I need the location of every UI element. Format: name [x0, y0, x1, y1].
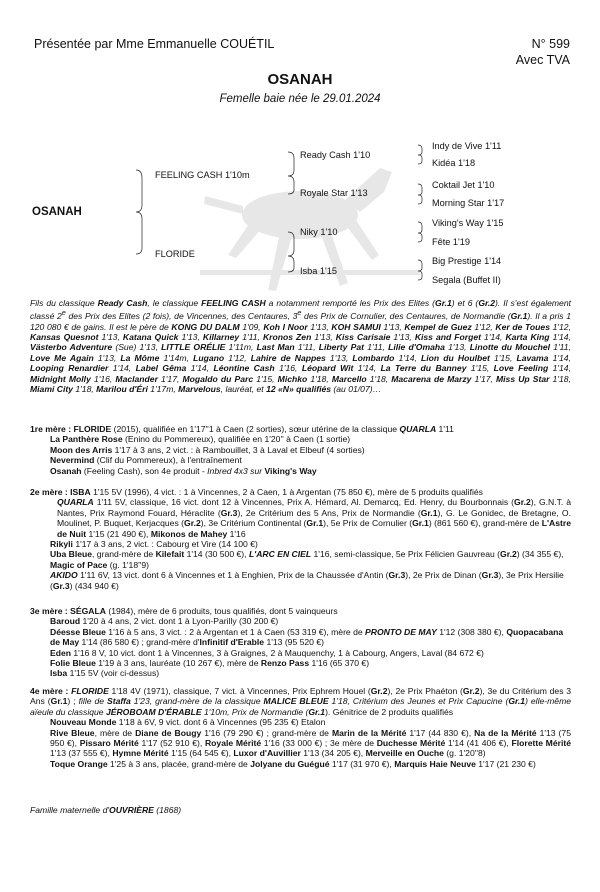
maternal-family: Famille maternelle d'OUVRIÈRE (1868) — [30, 805, 182, 815]
horse-description: Femelle baie née le 29.01.2024 — [219, 93, 381, 105]
pedigree-ddd: Segala (Buffet II) — [432, 275, 501, 285]
vat-label: Avec TVA — [515, 53, 570, 67]
sire-description: Fils du classique Ready Cash, le classique FEELING CASH a notamment remporté les Prix des Elites (Gr.1) et 6 (Gr.2). Il s'est également classé 2e des Prix des Elites (2 fois), de Vincennes, des Centaures, 3e des Prix de Cornulier, des Centaures, de Normandie (Gr.1). Il a pris 1 120 080 € de gains. Il est le père de KONG DU DALM 1'09, Koh I Noor 1'13, KOH SAMUI 1'13, Kempel de Guez 1'12, Ker de Toues 1'12, Kansas Quesnot 1'13, Katana Quick 1'13, Killarney 1'11, Kronos Zen 1'13, Kiss Carisaie 1'13, Kiss and Forget 1'14, Karta King 1'14, Västerbo Adventure (Sue) 1'13, LITTLE ORÉLIE 1'11m, Last Man 1'11, Liberty Pat 1'11, Lilie d'Omaha 1'13, Linotte du Mouchel 1'11, Love Me Again 1'13, La Môme 1'14m, Lugano 1'12, Lahire de Nappes 1'13, Lombardo 1'14, Lion du Houlbet 1'15, Lavama 1'14, Looping Renardier 1'14, Label Gêma 1'14, Léontine Cash 1'16, Léopard Wit 1'14, La Terre du Banney 1'15, Love Feeling 1'14, Midnight Molly 1'16, Maclander 1'17, Mogaldo du Parc 1'15, Michko 1'18, Marcello 1'18, Macarena de Marzy 1'17, Miss Up Star 1'18, Miami City 1'18, Marilou d'Éri 1'17m, Marvelous, lauréat, et 12 «N» qualifiés (au 01/07)… — [30, 298, 571, 395]
lot-number: N° 599 — [531, 37, 570, 51]
fourth-dam-section: 4e mère : FLORIDE 1'18 4V (1971), classique, 7 vict. à Vincennes, Prix Ephrem Houel (Gr.2), 2e Prix Phaéton (Gr.2), 3e du Critérium des 3 Ans (Gr.1) ; fille de Staffa 1'23, grand-mère de la classique MALICE BLEUE 1'18, Critérium des Jeunes et Prix Capucine (Gr.1) elle-même aïeule du classique JÉROBOAM D'ÉRABLE 1'10m, Prix de Normandie (Gr.1). Génitrice de 2 produits qualifiés Nouveau Monde 1'18 à 6V, 9 vict. dont 6 à Vincennes (95 235 €) Etalon Rive Bleue, mère de Diane de Bougy 1'16 (79 290 €) ; grand-mère de Marin de la Mérité 1'17 (44 830 €), Na de la Mérité 1'13 (75 950 €), Pissaro Mérité 1'17 (52 910 €), Royale Mérité 1'16 (33 000 €) ; 3e mère de Duchesse Mérité 1'14 (41 406 €), Florette Mérité 1'13 (37 555 €), Hymne Mérité 1'15 (64 545 €), Luxor d'Auvillier 1'13 (34 205 €), Merveille en Ouche (g. 1'20''8) Toque Orange 1'25 à 3 ans, placée, grand-mère de Jolyane du Guégué 1'17 (31 970 €), Marquis Haie Neuve 1'17 (21 230 €) — [30, 686, 572, 769]
third-dam-section: 3e mère : SÉGALA (1984), mère de 6 produits, tous qualifiés, dont 5 vainqueurs Baroud 1'20 à 4 ans, 2 vict. dont 1 à Lyon-Parilly (30 200 €) Déesse Bleue 1'16 à 5 ans, 3 vict. : 2 à Argentan et 1 à Caen (53 319 €), mère de PRONTO DE MAY 1'12 (308 380 €), Quopacabana de May 1'14 (86 580 €) ; grand-mère d'Infinitif d'Erable 1'13 (95 520 €) Eden 1'16 8 V, 10 vict. dont 1 à Vincennes, 3 à Graignes, 2 à Mauquenchy, 1 à Cabourg, Angers, Laval (84 672 €) Folie Bleue 1'19 à 3 ans, lauréate (10 267 €), mère de Renzo Pass 1'16 (65 370 €) Isba 1'15 5V (voir ci-dessus) — [30, 606, 564, 679]
first-dam-section: 1re mère : FLORIDE (2015), qualifiée en 1'17''1 à Caen (2 sorties), sœur utérine de la classique QUARLA 1'11 La Panthère Rose (Enino du Pommereux), qualifiée en 1'20'' à Caen (1 sortie) Moon des Arris 1'17 à 3 ans, 2 vict. : à Rambouillet, 3 à Laval et Elbeuf (4 sorties) Nevermind (Clif du Pommereux), à l'entraînement Osanah (Feeling Cash), son 4e produit - Inbred 4x3 sur Viking's Way — [30, 424, 454, 476]
pedigree-sire-dam: Royale Star 1'13 — [300, 188, 368, 198]
pedigree-ssd: Kidéa 1'18 — [432, 158, 476, 168]
second-dam-section: 2e mère : ISBA 1'15 5V (1996), 4 vict. : 1 à Vincennes, 2 à Caen, 1 à Argentan (75 850 €), mère de 5 produits qualifiés QUARLA 1'11 5V, classique, 16 vict. dont 12 à Vincennes, Prix A. Hémard, Al. Demarcq, Ed. Henry, du Bourbonnais (Gr.2), G.N.T. à Nantes, Prix Raymond Fouard, Héraclite (Gr.3), 2e Critérium des 5 Ans, Prix de Normandie (Gr.1), G. Le Gonidec, de Bretagne, O. Moulinet, P. Buquet, Kerjacques (Gr.2), 3e Critérium Continental (Gr.1), 5e Prix de Cornulier (Gr.1) (861 560 €), grand-mère de L'Astre de Nuit 1'15 (21 490 €), Mikonos de Mahey 1'16 Rikyli 1'17 à 3 ans, 2 vict. : Cabourg et Vire (14 100 €) Uba Bleue, grand-mère de Kilefait 1'14 (30 500 €), L'ARC EN CIEL 1'16, semi-classique, 5e Prix Félicien Gauvreau (Gr.2) (34 355 €), Magic of Pace (g. 1'18''9) AKIDO 1'11 6V, 13 vict. dont 6 à Vincennes et 1 à Enghien, Prix de la Chaussée d'Antin (Gr.3), 2e Prix de Dinan (Gr.3), 3e Prix Hersilie (Gr.3) (434 940 €) — [30, 487, 572, 591]
horse-name: OSANAH — [267, 71, 333, 88]
pedigree-subject: OSANAH — [32, 206, 82, 218]
presenter-line: Présentée par Mme Emmanuelle COUÉTIL — [34, 37, 275, 51]
pedigree-sdd: Morning Star 1'17 — [432, 198, 505, 208]
pedigree-dsd: Fête 1'19 — [432, 237, 471, 247]
pedigree-dam: FLORIDE — [155, 249, 195, 259]
pedigree-sire-sire: Ready Cash 1'10 — [300, 150, 371, 160]
pedigree-dss: Viking's Way 1'15 — [432, 218, 504, 228]
pedigree-sire: FEELING CASH 1'10m — [155, 170, 250, 180]
pedigree-sds: Coktail Jet 1'10 — [432, 180, 495, 190]
pedigree-dam-sire: Niky 1'10 — [300, 227, 338, 237]
pedigree-sss: Indy de Vive 1'11 — [432, 141, 502, 151]
pedigree-dds: Big Prestige 1'14 — [432, 256, 502, 266]
pedigree-dam-dam: Isba 1'15 — [300, 266, 338, 276]
